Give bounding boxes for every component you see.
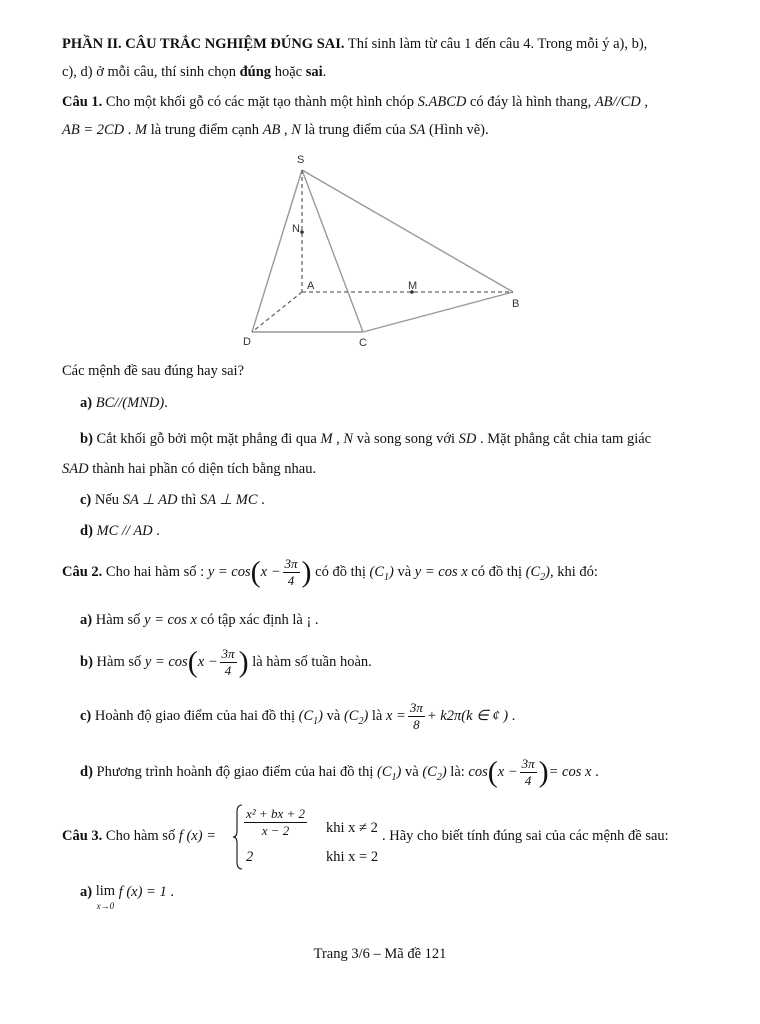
paren-open: (	[187, 645, 198, 679]
q2-line1	[62, 556, 598, 589]
q2-d-text3: là:	[446, 763, 469, 780]
q2-b-text2: là hàm số tuần hoàn.	[248, 653, 372, 670]
q1-comma: ,	[640, 94, 648, 110]
c2-sub: 2	[540, 571, 546, 583]
q2-c-end: .	[508, 707, 516, 724]
paren-close: )	[538, 755, 549, 789]
q2-ycos: y = cos	[207, 563, 251, 580]
c1-sub: 1	[384, 571, 390, 583]
q1-d-label: d)	[80, 523, 93, 539]
q1-option-b-cont	[62, 461, 316, 478]
section-header	[62, 36, 647, 53]
q1-b-mn: M , N	[320, 431, 354, 447]
q2-a-end: .	[311, 612, 319, 628]
label-c: C	[359, 337, 367, 349]
q1-text: Cho một khối gỗ có các mặt tạo thành một hình chóp	[102, 94, 418, 110]
piecewise-brace	[232, 804, 244, 870]
q1-a-end: .	[164, 395, 168, 411]
q3-fraction	[244, 806, 307, 839]
q2-c-rest: + k2π(k ∈ ¢ )	[426, 707, 509, 724]
frac-den: 4	[287, 573, 295, 588]
frac-num: 3π	[221, 646, 235, 661]
c2-sub: 2	[436, 771, 442, 783]
q2-c-text1: Hoành độ giao điểm của hai đồ thị	[91, 707, 299, 724]
q2-option-a	[80, 612, 319, 629]
q2-d-label: d)	[80, 763, 93, 780]
q2-b-frac	[220, 646, 237, 679]
point-n	[300, 230, 304, 234]
q1-pyramid-name: S.ABCD	[417, 94, 467, 110]
q3-a-label: a)	[80, 884, 93, 900]
q1-a-text: BC//(MND)	[95, 395, 165, 411]
q2-d-text2: và	[401, 763, 423, 780]
q2-option-c	[80, 700, 515, 733]
q2-a-func: y = cos x	[144, 612, 197, 628]
label-m: M	[408, 280, 418, 292]
dung-word: đúng	[239, 64, 272, 80]
q1-d-end: .	[152, 523, 160, 539]
q3-lim	[96, 884, 115, 913]
q2-a-text1: Hàm số	[92, 612, 145, 628]
q2-c2: $(C_2)$	[525, 563, 551, 583]
q2-d-c2: $(C_2)$	[422, 763, 447, 783]
q1-text5: (Hình vẽ).	[425, 122, 489, 138]
q1-c-text1: Nếu	[91, 492, 123, 508]
q2-t5: , khi đó:	[550, 563, 598, 580]
q2-a-text2: có tập xác định là	[196, 612, 307, 628]
q1-b-text1: Cắt khối gỗ bởi một mặt phẳng đi qua	[92, 431, 321, 447]
q3-cond1	[326, 820, 378, 837]
section-title: PHẦN II. CÂU TRẮC NGHIỆM ĐÚNG SAI.	[62, 36, 345, 52]
q1-b-text2: và song song với	[353, 431, 459, 447]
q1-c-text2: thì	[177, 492, 201, 508]
label-b: B	[512, 298, 520, 310]
frac-den: 4	[524, 773, 532, 788]
q2-b-xminus: x −	[197, 653, 218, 670]
q2-c-c2: $(C_2)$	[343, 707, 369, 727]
label-s: S	[297, 154, 305, 166]
q2-d-frac	[520, 756, 537, 789]
q2-c-c1: $(C_1)$	[298, 707, 323, 727]
instructions-line2	[62, 64, 326, 81]
q2-option-b	[80, 646, 372, 679]
instructions-text: c), d) ở mỗi câu, thí sinh chọn	[62, 64, 240, 80]
q1-b-sd: SD	[458, 431, 477, 447]
q1-c-label: c)	[80, 492, 92, 508]
q1-b-text4: thành hai phần có diện tích bằng nhau.	[88, 461, 317, 477]
paren-close: )	[238, 645, 249, 679]
frac-num: 3π	[284, 556, 298, 571]
q2-c-x: x =	[386, 707, 406, 724]
c1-sub: 1	[313, 715, 319, 727]
edge-ad	[252, 292, 302, 332]
edge-cb	[363, 292, 513, 332]
q1-c-res: SA ⊥ MC	[200, 492, 258, 508]
q2-b-ycos: y = cos	[144, 653, 188, 670]
q2-d-end: .	[591, 763, 599, 780]
q3-text2: . Hãy cho biết tính đúng sai của các mệnh đề sau:	[382, 828, 669, 844]
q1-b-label: b)	[80, 431, 93, 447]
q2-a-label: a)	[80, 612, 93, 628]
frac-den: 4	[224, 663, 232, 678]
q3-frac	[244, 806, 307, 839]
q2-d-text1: Phương trình hoành độ giao điểm của hai đồ thị	[92, 763, 378, 780]
q3-frac-den: x − 2	[261, 823, 290, 838]
q2-d-xminus: x −	[497, 763, 518, 780]
q2-c-frac	[408, 700, 425, 733]
edge-sd	[252, 170, 302, 332]
c1-sub: 1	[391, 771, 397, 783]
q2-label: Câu 2.	[62, 563, 103, 580]
instructions-line1: Thí sinh làm từ câu 1 đến câu 4. Trong mỗi ý a), b),	[344, 36, 648, 52]
q1-b-sad: SAD	[62, 461, 89, 477]
q3-frac-num: x² + bx + 2	[246, 806, 305, 821]
q3-cond1-text: khi x ≠ 2	[326, 820, 378, 836]
q1-text2: có đáy là hình thang,	[466, 94, 595, 110]
q2-xminus: x −	[260, 563, 281, 580]
q2-b-text1: Hàm số	[92, 653, 145, 670]
frac-den: 8	[413, 717, 420, 732]
paren-open: (	[250, 555, 261, 589]
q1-question: Các mệnh đề sau đúng hay sai?	[62, 363, 245, 379]
q3-a-text: f (x) = 1	[118, 884, 167, 900]
q1-option-b	[80, 431, 651, 448]
q1-label: Câu 1.	[62, 94, 103, 110]
q1-d-text: MC // AD	[96, 523, 153, 539]
q1-n: N	[291, 122, 301, 138]
pyramid-figure	[230, 150, 540, 350]
hoac-word: hoặc	[271, 64, 306, 80]
paren-open: (	[487, 755, 498, 789]
q2-c-text3: là	[368, 707, 386, 724]
q2-frac	[283, 556, 300, 589]
q1-c-end: .	[257, 492, 265, 508]
frac-num: 3π	[521, 756, 535, 771]
lim-word: lim	[95, 883, 116, 899]
q3-t1: Cho hàm số	[102, 828, 179, 844]
q1-option-c	[80, 492, 265, 509]
q1-option-d	[80, 523, 160, 540]
q2-d-eq: = cos x	[548, 763, 592, 780]
frac-num: 3π	[409, 700, 423, 715]
q2-c-label: c)	[80, 707, 92, 724]
q2-c1: $(C_1)$	[369, 563, 394, 583]
q3-cond2: khi x = 2	[326, 849, 379, 865]
q1-ab2cd: AB = 2CD	[62, 122, 125, 138]
q2-t3: và	[393, 563, 415, 580]
q2-c-text2: và	[323, 707, 344, 724]
q1-line2	[62, 122, 489, 139]
page-footer: Trang 3/6 – Mã đề 121	[313, 946, 447, 962]
q3-val2: 2	[246, 849, 254, 865]
q2-t1: Cho hai hàm số :	[102, 563, 208, 580]
edge-sc	[302, 170, 363, 332]
q1-ab: AB	[262, 122, 281, 138]
label-d: D	[243, 336, 251, 348]
q1-c-cond: SA ⊥ AD	[122, 492, 178, 508]
q1-sep2: ,	[280, 122, 292, 138]
q2-d-cos: cos	[468, 763, 488, 780]
q1-a-label: a)	[80, 395, 93, 411]
q1-text4: là trung điểm của	[300, 122, 410, 138]
q3-option-a	[80, 884, 174, 913]
q2-t2: có đồ thị	[311, 563, 370, 580]
c-open: (C	[369, 563, 385, 580]
period: .	[322, 64, 327, 80]
q2-b-label: b)	[80, 653, 93, 670]
q2-a-set: ¡	[306, 612, 312, 628]
label-a: A	[307, 280, 315, 292]
paren-close: )	[301, 555, 312, 589]
q1-parallel: AB//CD	[594, 94, 641, 110]
q1-text3: là trung điểm cạnh	[147, 122, 263, 138]
q1-line1	[62, 94, 648, 111]
q3-a-end: .	[166, 884, 174, 900]
c2-sub: 2	[358, 715, 364, 727]
q1-option-a	[80, 395, 168, 412]
q2-t4: có đồ thị	[467, 563, 526, 580]
q2-option-d	[80, 756, 599, 789]
q3-label: Câu 3.	[62, 828, 103, 844]
q1-sa: SA	[409, 122, 426, 138]
q1-b-text3: . Mặt phẳng cắt chia tam giác	[476, 431, 652, 447]
q3-line1	[62, 828, 216, 845]
label-n: N	[292, 223, 300, 235]
q2-d-c1: $(C_1)$	[377, 763, 402, 783]
q2-ycosx: y = cos x	[414, 563, 468, 580]
q1-m: M	[135, 122, 148, 138]
q1-sep: .	[124, 122, 136, 138]
q3-fx: f (x) =	[178, 828, 216, 844]
lim-sub: x→0	[96, 901, 115, 911]
edge-sb	[302, 170, 513, 292]
sai-word: sai	[305, 64, 323, 80]
